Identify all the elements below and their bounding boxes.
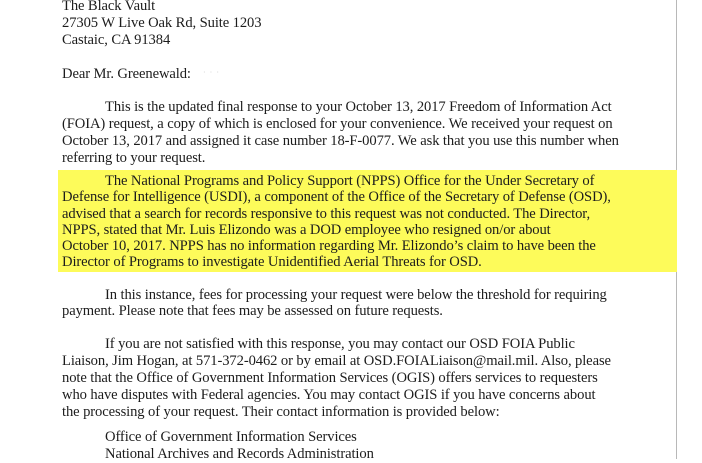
paragraph3-line-2: payment. Please note that fees may be assessed on future requests.: [62, 303, 443, 319]
salutation: Dear Mr. Greenewald:: [62, 66, 191, 82]
paragraph2-line-5: October 10, 2017. NPPS has no information regarding Mr. Elizondo’s claim to have been the: [62, 238, 596, 254]
scan-speckles: · · ·: [203, 68, 220, 77]
paragraph2-line-6: Director of Programs to investigate Unidentified Aerial Threats for OSD.: [62, 254, 482, 270]
address-line-2: 27305 W Live Oak Rd, Suite 1203: [62, 15, 262, 31]
paragraph4-line-5: the processing of your request. Their contact information is provided below:: [62, 404, 500, 420]
paragraph1-line-2: (FOIA) request, a copy of which is enclosed for your convenience. We received your request on: [62, 116, 613, 132]
paragraph1-line-3: October 13, 2017 and assigned it case number 18-F-0077. We ask that you use this number when: [62, 133, 619, 149]
address-line-3: Castaic, CA 91384: [62, 32, 171, 48]
address-line-1: The Black Vault: [62, 0, 156, 14]
paragraph2-line-1: The National Programs and Policy Support (NPPS) Office for the Under Secretary of: [105, 173, 595, 189]
ogis-address-line-1: Office of Government Information Services: [105, 429, 357, 445]
ogis-address-line-2: National Archives and Records Administration: [105, 446, 374, 462]
paragraph2-line-4: NPPS, stated that Mr. Luis Elizondo was a DOD employee who resigned on/or about: [62, 222, 551, 238]
paragraph4-line-2: Liaison, Jim Hogan, at 571-372-0462 or by email at OSD.FOIALiaison@mail.mil. Also, please: [62, 353, 611, 369]
paragraph1-line-1: This is the updated final response to your October 13, 2017 Freedom of Information Act: [105, 99, 612, 115]
paragraph4-line-1: If you are not satisfied with this response, you may contact our OSD FOIA Public: [105, 336, 575, 352]
paragraph2-line-2: Defense for Intelligence (USDI), a component of the Office of the Secretary of Defense (OSD),: [62, 189, 611, 205]
paragraph2-line-3: advised that a search for records responsive to this request was not conducted. The Director,: [62, 206, 591, 222]
paragraph4-line-3: note that the Office of Government Information Services (OGIS) offers services to requesters: [62, 370, 598, 386]
paragraph3-line-1: In this instance, fees for processing your request were below the threshold for requiring: [105, 287, 607, 303]
paragraph4-line-4: who have disputes with Federal agencies. You may contact OGIS if you have concerns about: [62, 387, 596, 403]
paragraph1-line-4: referring to your request.: [62, 150, 206, 166]
